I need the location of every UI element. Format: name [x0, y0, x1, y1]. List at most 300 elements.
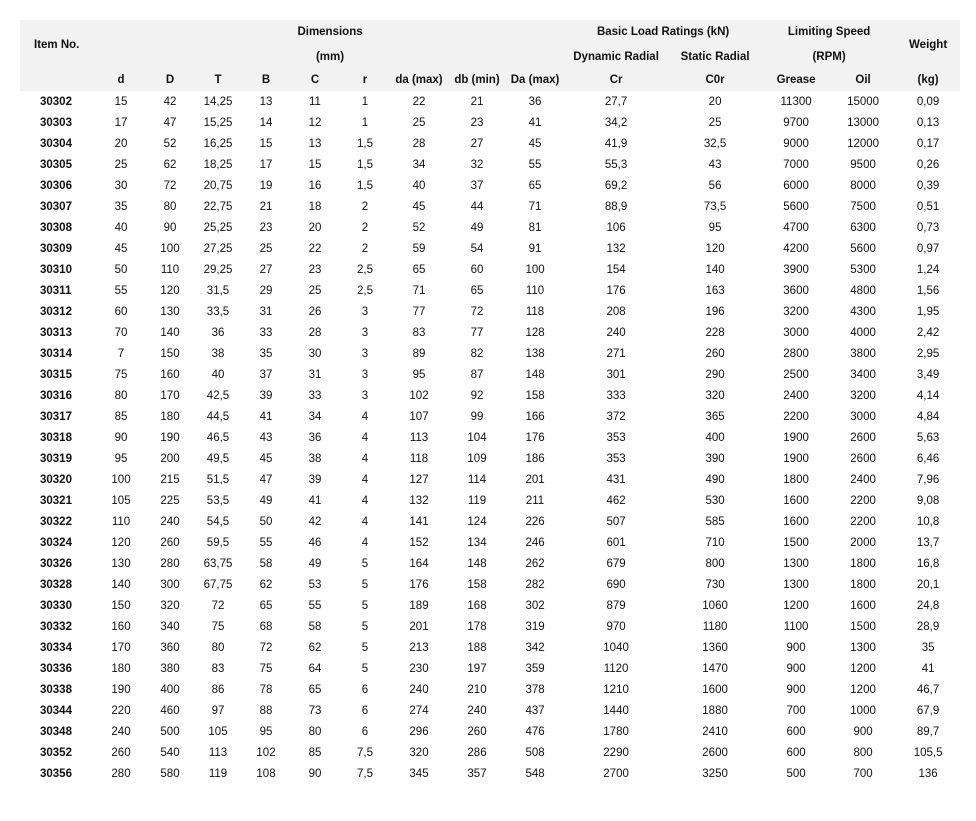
c-cell: 34 — [308, 410, 322, 423]
item-no-cell: 30328 — [40, 578, 72, 591]
t-cell: 27,25 — [203, 242, 233, 255]
table-row — [20, 490, 960, 511]
table-row — [20, 91, 960, 112]
grease-cell: 6000 — [783, 179, 809, 192]
cr-cell: 879 — [606, 599, 626, 612]
table-row — [20, 133, 960, 154]
r-cell: 1,5 — [357, 137, 373, 150]
db-min-cell: 119 — [467, 494, 487, 507]
r-cell: 1 — [361, 95, 369, 108]
da-max-cell: 71 — [412, 284, 426, 297]
cr-cell: 88,9 — [604, 200, 628, 213]
oil-cell: 900 — [853, 725, 873, 738]
outer-d-cell: 150 — [160, 347, 180, 360]
c-cell: 58 — [308, 620, 322, 633]
grease-cell: 900 — [786, 662, 806, 675]
r-cell: 1,5 — [357, 158, 373, 171]
d-cell: 190 — [111, 683, 131, 696]
item-no-cell: 30309 — [40, 242, 72, 255]
oil-cell: 4000 — [850, 326, 876, 339]
b-cell: 29 — [259, 284, 273, 297]
outer-da-max-cell: 138 — [525, 347, 545, 360]
da-max-cell: 107 — [409, 410, 429, 423]
weight-cell: 0,09 — [916, 95, 940, 108]
c0r-cell: 710 — [705, 536, 725, 549]
grease-cell: 9000 — [783, 137, 809, 150]
cr-cell: 2700 — [603, 767, 629, 780]
c0r-cell: 260 — [705, 347, 725, 360]
weight-cell: 2,95 — [916, 347, 940, 360]
item-no-cell: 30338 — [40, 683, 72, 696]
item-no-cell: 30344 — [40, 704, 72, 717]
da-max-cell: 213 — [409, 641, 429, 654]
c0r-cell: 390 — [705, 452, 725, 465]
t-cell: 86 — [211, 683, 225, 696]
oil-cell: 1300 — [850, 641, 876, 654]
outer-da-max-cell: 378 — [525, 683, 545, 696]
grease-cell: 1900 — [783, 452, 809, 465]
grease-cell: 2500 — [783, 368, 809, 381]
cr-cell: 333 — [606, 389, 626, 402]
b-cell: 19 — [259, 179, 273, 192]
db-min-cell: 240 — [467, 704, 487, 717]
c-cell: 38 — [308, 452, 322, 465]
c0r-cell: 120 — [705, 242, 725, 255]
oil-cell: 5600 — [850, 242, 876, 255]
d-cell: 55 — [114, 284, 128, 297]
c0r-cell: 1600 — [702, 683, 728, 696]
b-cell: 62 — [259, 578, 273, 591]
weight-cell: 0,51 — [916, 200, 940, 213]
cr-cell: 34,2 — [604, 116, 628, 129]
t-cell: 72 — [211, 599, 225, 612]
da-max-cell: 89 — [412, 347, 426, 360]
outer-d-cell: 120 — [160, 284, 180, 297]
da-max-cell: 118 — [409, 452, 429, 465]
item-no-cell: 30320 — [40, 473, 72, 486]
item-no-cell: 30315 — [40, 368, 72, 381]
d-cell: 25 — [114, 158, 128, 171]
da-max-cell: 25 — [412, 116, 426, 129]
t-cell: 29,25 — [203, 263, 233, 276]
item-no-cell: 30316 — [40, 389, 72, 402]
t-cell: 54,5 — [206, 515, 230, 528]
grease-cell: 9700 — [783, 116, 809, 129]
grease-cell: 4200 — [783, 242, 809, 255]
db-min-cell: 210 — [467, 683, 487, 696]
table-row — [20, 700, 960, 721]
item-no-cell: 30317 — [40, 410, 72, 423]
outer-d-cell: 90 — [163, 221, 177, 234]
c0r-cell: 1470 — [702, 662, 728, 675]
d-cell: 85 — [114, 410, 128, 423]
db-min-cell: 188 — [467, 641, 487, 654]
weight-cell: 28,9 — [916, 620, 940, 633]
item-no-cell: 30306 — [40, 179, 72, 192]
outer-d-cell: 215 — [160, 473, 180, 486]
c-cell: 16 — [308, 179, 322, 192]
grease-cell: 1300 — [783, 578, 809, 591]
item-no-cell: 30304 — [40, 137, 72, 150]
table-row — [20, 763, 960, 784]
b-cell: 88 — [259, 704, 273, 717]
d-cell: 110 — [111, 515, 131, 528]
b-cell: 21 — [259, 200, 273, 213]
da-max-cell: 59 — [412, 242, 426, 255]
item-no-cell: 30311 — [40, 284, 72, 297]
item-no-cell: 30314 — [40, 347, 72, 360]
da-max-cell: 52 — [412, 221, 426, 234]
c-cell: 26 — [308, 305, 322, 318]
t-cell: 16,25 — [203, 137, 233, 150]
table-row — [20, 259, 960, 280]
item-no-cell: 30322 — [40, 515, 72, 528]
outer-da-max-cell: 342 — [525, 641, 545, 654]
r-cell: 3 — [361, 305, 369, 318]
db-min-cell: 60 — [470, 263, 484, 276]
da-max-cell: 22 — [412, 95, 426, 108]
outer-d-cell: 300 — [160, 578, 180, 591]
outer-d-cell: 160 — [160, 368, 180, 381]
item-no-cell: 30321 — [40, 494, 72, 507]
c0r-cell: 163 — [705, 284, 725, 297]
r-cell: 4 — [361, 536, 369, 549]
oil-cell: 7500 — [850, 200, 876, 213]
outer-d-cell: 170 — [160, 389, 180, 402]
r-cell: 2,5 — [357, 284, 373, 297]
b-cell: 49 — [259, 494, 273, 507]
r-cell: 4 — [361, 494, 369, 507]
d-cell: 260 — [111, 746, 131, 759]
dimensions-unit-header: (mm) — [96, 44, 564, 69]
table-row — [20, 385, 960, 406]
cr-cell: 208 — [606, 305, 626, 318]
r-cell: 2 — [361, 242, 369, 255]
weight-cell: 89,7 — [916, 725, 940, 738]
db-min-cell: 32 — [470, 158, 484, 171]
outer-da-max-cell: 437 — [525, 704, 545, 717]
oil-cell: 15000 — [847, 95, 880, 108]
d-cell: 280 — [111, 767, 131, 780]
db-min-cell: 158 — [467, 578, 487, 591]
oil-cell: 9500 — [850, 158, 876, 171]
outer-d-cell: 62 — [163, 158, 177, 171]
c0r-cell: 320 — [705, 389, 725, 402]
outer-da-max-cell: 100 — [525, 263, 545, 276]
weight-cell: 24,8 — [916, 599, 940, 612]
t-cell: 97 — [211, 704, 225, 717]
outer-da-max-cell: 282 — [525, 578, 545, 591]
weight-unit-header: (kg) — [896, 69, 960, 91]
r-cell: 5 — [361, 557, 369, 570]
weight-cell: 7,96 — [916, 473, 940, 486]
outer-d-cell: 200 — [160, 452, 180, 465]
d-cell: 30 — [114, 179, 128, 192]
cr-cell: 690 — [606, 578, 626, 591]
oil-cell: 3200 — [850, 389, 876, 402]
c0r-cell: 490 — [705, 473, 725, 486]
c-cell: 23 — [308, 263, 322, 276]
outer-d-cell: 500 — [160, 725, 180, 738]
c-cell: 31 — [308, 368, 322, 381]
r-cell: 5 — [361, 641, 369, 654]
outer-da-max-cell: 128 — [525, 326, 545, 339]
da-max-cell: 95 — [412, 368, 426, 381]
outer-da-max-cell: 81 — [528, 221, 542, 234]
d-cell: 50 — [114, 263, 128, 276]
oil-cell: 1200 — [850, 662, 876, 675]
weight-cell: 41 — [921, 662, 935, 675]
c-cell: 22 — [308, 242, 322, 255]
b-cell: 31 — [259, 305, 273, 318]
grease-cell: 3600 — [783, 284, 809, 297]
t-cell: 44,5 — [206, 410, 230, 423]
c0r-cell: 140 — [705, 263, 725, 276]
t-cell: 25,25 — [203, 221, 233, 234]
b-cell: 78 — [259, 683, 273, 696]
c-cell: 64 — [308, 662, 322, 675]
outer-d-cell: 260 — [160, 536, 180, 549]
static-radial-header: Static Radial — [668, 44, 762, 69]
outer-da-max-cell: 508 — [525, 746, 545, 759]
b-cell: 35 — [259, 347, 273, 360]
item-no-cell: 30330 — [40, 599, 72, 612]
oil-cell: 12000 — [847, 137, 880, 150]
column-header-cr: Cr — [564, 69, 668, 91]
table-row — [20, 742, 960, 763]
table-row — [20, 469, 960, 490]
outer-d-cell: 47 — [163, 116, 177, 129]
weight-cell: 9,08 — [916, 494, 940, 507]
cr-cell: 431 — [606, 473, 626, 486]
table-row — [20, 679, 960, 700]
oil-cell: 8000 — [850, 179, 876, 192]
b-cell: 68 — [259, 620, 273, 633]
table-row — [20, 196, 960, 217]
weight-cell: 0,73 — [916, 221, 940, 234]
c0r-cell: 1180 — [702, 620, 728, 633]
outer-da-max-cell: 201 — [525, 473, 545, 486]
d-cell: 220 — [111, 704, 131, 717]
r-cell: 3 — [361, 389, 369, 402]
weight-cell: 5,63 — [916, 431, 940, 444]
grease-cell: 11300 — [780, 95, 812, 108]
cr-cell: 69,2 — [604, 179, 628, 192]
table-row — [20, 658, 960, 679]
t-cell: 18,25 — [203, 158, 233, 171]
grease-cell: 2200 — [783, 410, 809, 423]
c0r-cell: 56 — [708, 179, 722, 192]
oil-cell: 4800 — [850, 284, 876, 297]
outer-d-cell: 280 — [160, 557, 180, 570]
grease-cell: 3200 — [783, 305, 809, 318]
d-cell: 170 — [111, 641, 131, 654]
outer-da-max-cell: 476 — [525, 725, 545, 738]
db-min-cell: 124 — [467, 515, 487, 528]
limiting-speed-header: Limiting Speed — [762, 20, 896, 44]
outer-d-cell: 240 — [160, 515, 180, 528]
r-cell: 4 — [361, 452, 369, 465]
oil-cell: 2000 — [850, 536, 876, 549]
outer-da-max-cell: 176 — [525, 431, 545, 444]
table-row — [20, 448, 960, 469]
db-min-cell: 104 — [467, 431, 487, 444]
db-min-cell: 72 — [470, 305, 484, 318]
cr-cell: 970 — [606, 620, 626, 633]
oil-cell: 4300 — [850, 305, 876, 318]
da-max-cell: 65 — [412, 263, 426, 276]
r-cell: 4 — [361, 431, 369, 444]
c-cell: 15 — [308, 158, 322, 171]
b-cell: 23 — [259, 221, 273, 234]
c-cell: 80 — [308, 725, 322, 738]
t-cell: 20,75 — [203, 179, 233, 192]
outer-da-max-cell: 118 — [525, 305, 545, 318]
c-cell: 18 — [308, 200, 322, 213]
da-max-cell: 296 — [409, 725, 429, 738]
c0r-cell: 95 — [708, 221, 722, 234]
b-cell: 15 — [259, 137, 273, 150]
weight-cell: 67,9 — [916, 704, 940, 717]
outer-d-cell: 340 — [160, 620, 180, 633]
c0r-cell: 1060 — [702, 599, 728, 612]
outer-da-max-cell: 41 — [528, 116, 542, 129]
t-cell: 14,25 — [203, 95, 233, 108]
d-cell: 20 — [114, 137, 128, 150]
item-no-cell: 30318 — [40, 431, 72, 444]
d-cell: 80 — [114, 389, 128, 402]
db-min-cell: 23 — [470, 116, 484, 129]
weight-cell: 0,17 — [916, 137, 940, 150]
r-cell: 5 — [361, 599, 369, 612]
grease-cell: 1800 — [783, 473, 809, 486]
grease-cell: 3900 — [783, 263, 809, 276]
t-cell: 15,25 — [203, 116, 233, 129]
outer-d-cell: 100 — [160, 242, 180, 255]
t-cell: 38 — [211, 347, 225, 360]
outer-d-cell: 130 — [160, 305, 180, 318]
table-row — [20, 427, 960, 448]
db-min-cell: 87 — [470, 368, 484, 381]
t-cell: 63,75 — [203, 557, 233, 570]
outer-da-max-cell: 548 — [525, 767, 545, 780]
da-max-cell: 176 — [409, 578, 429, 591]
d-cell: 100 — [111, 473, 131, 486]
cr-cell: 1040 — [603, 641, 629, 654]
grease-cell: 1100 — [783, 620, 809, 633]
t-cell: 59,5 — [206, 536, 230, 549]
outer-d-cell: 52 — [163, 137, 177, 150]
dimensions-header: Dimensions — [96, 20, 564, 44]
db-min-cell: 168 — [467, 599, 487, 612]
cr-cell: 240 — [606, 326, 626, 339]
db-min-cell: 54 — [470, 242, 484, 255]
c-cell: 53 — [308, 578, 322, 591]
c0r-cell: 365 — [705, 410, 725, 423]
d-cell: 95 — [114, 452, 128, 465]
weight-cell: 0,97 — [916, 242, 940, 255]
oil-cell: 3800 — [850, 347, 876, 360]
column-header-da-max: da (max) — [390, 69, 448, 91]
cr-cell: 1120 — [603, 662, 629, 675]
grease-cell: 7000 — [783, 158, 809, 171]
d-cell: 120 — [111, 536, 131, 549]
column-header-c0r: C0r — [668, 69, 762, 91]
d-cell: 130 — [111, 557, 131, 570]
basic-load-ratings-header: Basic Load Ratings (kN) — [564, 20, 762, 44]
c-cell: 25 — [308, 284, 322, 297]
db-min-cell: 357 — [467, 767, 487, 780]
c0r-cell: 228 — [705, 326, 725, 339]
outer-d-cell: 190 — [160, 431, 180, 444]
table-row — [20, 364, 960, 385]
db-min-cell: 197 — [467, 662, 487, 675]
d-cell: 240 — [111, 725, 131, 738]
r-cell: 5 — [361, 662, 369, 675]
outer-da-max-cell: 262 — [525, 557, 545, 570]
t-cell: 83 — [211, 662, 225, 675]
cr-cell: 462 — [606, 494, 626, 507]
c0r-cell: 2600 — [702, 746, 728, 759]
outer-da-max-cell: 110 — [525, 284, 545, 297]
table-row — [20, 574, 960, 595]
outer-d-cell: 225 — [160, 494, 180, 507]
outer-d-cell: 80 — [163, 200, 177, 213]
d-cell: 7 — [117, 347, 125, 360]
cr-cell: 176 — [606, 284, 626, 297]
da-max-cell: 34 — [412, 158, 426, 171]
outer-d-cell: 540 — [160, 746, 180, 759]
grease-cell: 900 — [786, 683, 806, 696]
t-cell: 31,5 — [206, 284, 230, 297]
c-cell: 46 — [308, 536, 322, 549]
outer-da-max-cell: 65 — [528, 179, 542, 192]
oil-cell: 3000 — [850, 410, 876, 423]
item-no-cell: 30303 — [40, 116, 72, 129]
da-max-cell: 230 — [409, 662, 429, 675]
outer-d-cell: 580 — [160, 767, 180, 780]
oil-cell: 1500 — [850, 620, 876, 633]
da-max-cell: 28 — [412, 137, 426, 150]
table-row — [20, 112, 960, 133]
cr-cell: 372 — [606, 410, 626, 423]
db-min-cell: 77 — [470, 326, 484, 339]
column-header-grease: Grease — [762, 69, 830, 91]
db-min-cell: 178 — [467, 620, 487, 633]
b-cell: 17 — [259, 158, 273, 171]
column-header-outer-da-max: Da (max) — [506, 69, 564, 91]
outer-da-max-cell: 186 — [525, 452, 545, 465]
c0r-cell: 800 — [705, 557, 725, 570]
d-cell: 105 — [111, 494, 131, 507]
oil-cell: 2600 — [850, 452, 876, 465]
c-cell: 42 — [308, 515, 322, 528]
c0r-cell: 530 — [705, 494, 725, 507]
t-cell: 75 — [211, 620, 225, 633]
column-header-b: B — [242, 69, 290, 91]
da-max-cell: 127 — [409, 473, 429, 486]
db-min-cell: 37 — [470, 179, 484, 192]
weight-cell: 105,5 — [913, 746, 943, 759]
b-cell: 27 — [259, 263, 273, 276]
b-cell: 58 — [259, 557, 273, 570]
db-min-cell: 286 — [467, 746, 487, 759]
c-cell: 12 — [308, 116, 322, 129]
item-no-cell: 30326 — [40, 557, 72, 570]
oil-cell: 13000 — [847, 116, 880, 129]
c0r-cell: 400 — [705, 431, 725, 444]
c-cell: 73 — [308, 704, 322, 717]
